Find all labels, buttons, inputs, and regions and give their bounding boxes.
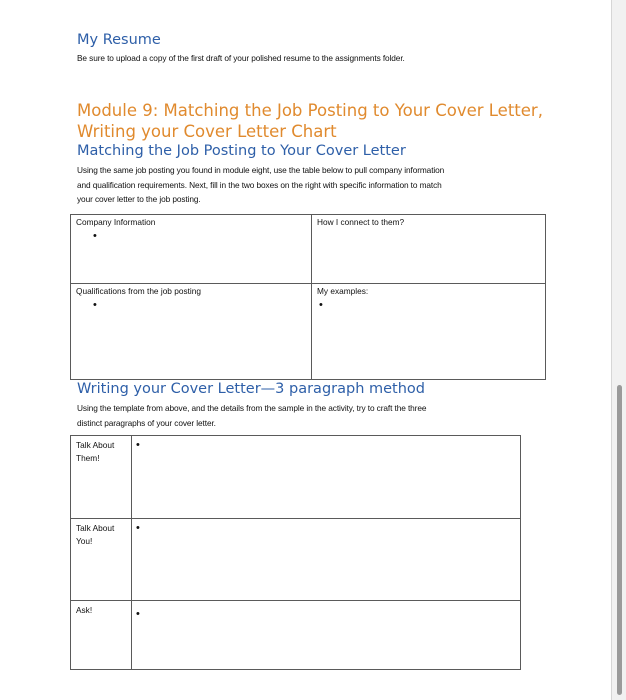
talk-about-them-label-cell (71, 436, 132, 519)
talk-about-them-label-line2: Them! (76, 453, 100, 463)
bullet: • (136, 522, 140, 534)
paragraph-table (70, 435, 521, 670)
ask-content-cell[interactable] (132, 601, 521, 670)
module-title (77, 100, 543, 142)
matching-instructions-line2: and qualification requirements. Next, fill in the two boxes on the right with specific information to match (77, 179, 442, 190)
my-examples-label: My examples: (317, 286, 369, 296)
bullet: • (93, 230, 97, 242)
vertical-scrollbar[interactable] (617, 385, 622, 695)
module-title-line1: Module 9: Matching the Job Posting to Your Cover Letter, (77, 101, 543, 120)
talk-about-them-content-cell[interactable] (132, 436, 521, 519)
company-information-label: Company Information (76, 217, 156, 227)
my-examples-cell[interactable] (312, 284, 546, 380)
talk-about-you-content-cell[interactable] (132, 519, 521, 601)
bullet: • (136, 439, 140, 451)
bullet: • (136, 608, 140, 620)
talk-about-you-label-line1: Talk About (76, 523, 115, 533)
how-connect-label: How I connect to them? (317, 217, 405, 227)
writing-heading: Writing your Cover Letter—3 paragraph method (77, 381, 425, 397)
matching-table (70, 214, 546, 380)
resume-instruction: Be sure to upload a copy of the first draft of your polished resume to the assignments folder. (77, 53, 405, 63)
writing-instructions-line2: distinct paragraphs of your cover letter. (77, 417, 216, 428)
my-resume-heading: My Resume (77, 32, 161, 48)
how-connect-cell[interactable] (312, 215, 546, 284)
matching-subheading: Matching the Job Posting to Your Cover Letter (77, 143, 406, 159)
writing-instructions (77, 401, 426, 430)
matching-instructions (77, 163, 444, 207)
talk-about-you-label-cell (71, 519, 132, 601)
qualifications-cell[interactable] (71, 284, 312, 380)
writing-instructions-line1: Using the template from above, and the details from the sample in the activity, try to craft the three (77, 403, 427, 413)
bullet: • (93, 299, 97, 311)
matching-instructions-line3: your cover letter to the job posting. (77, 194, 201, 204)
company-information-cell[interactable] (71, 215, 312, 284)
talk-about-you-label-line2: You! (76, 536, 93, 546)
ask-label-cell (71, 601, 132, 670)
ask-label: Ask! (76, 605, 93, 615)
module-title-line2: Writing your Cover Letter Chart (77, 122, 337, 141)
bullet: • (319, 299, 323, 311)
talk-about-them-label-line1: Talk About (76, 440, 115, 450)
qualifications-label: Qualifications from the job posting (76, 286, 201, 296)
matching-instructions-line1: Using the same job posting you found in module eight, use the table below to pull company information (77, 165, 445, 175)
